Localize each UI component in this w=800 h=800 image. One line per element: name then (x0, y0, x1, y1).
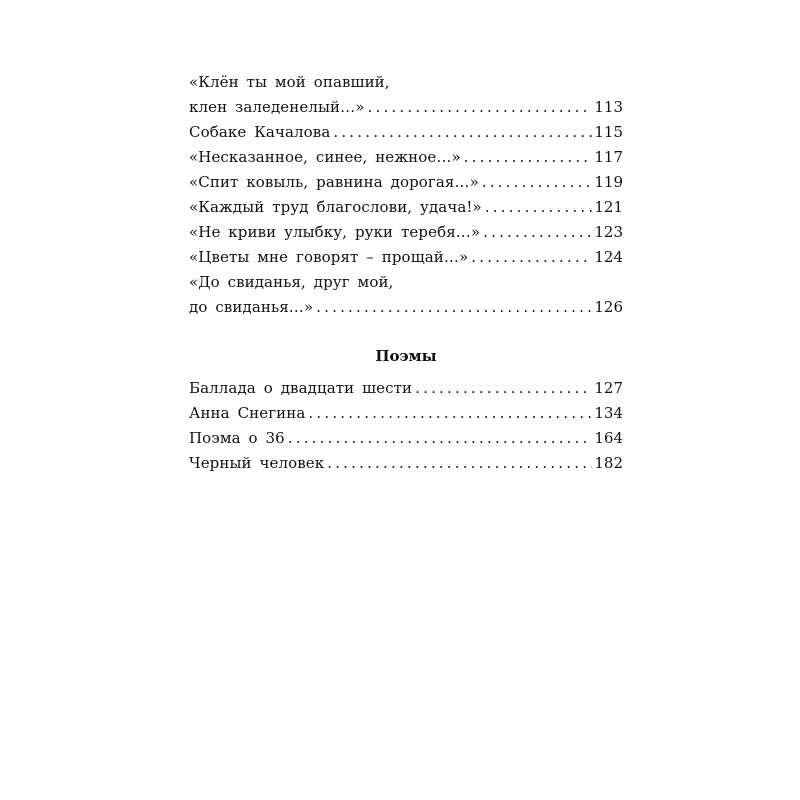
toc-entry-ne-krivi (189, 220, 623, 245)
toc-page-number: 121 (594, 198, 623, 216)
toc-entry-do-svidanya-line2 (189, 295, 623, 320)
toc-entry-title: «Каждый труд благослови, удача!» (189, 198, 482, 216)
dot-leader (482, 195, 593, 220)
toc-entry-kazhdy-trud (189, 195, 623, 220)
table-of-contents (189, 70, 623, 476)
toc-entry-spit-kovyl (189, 170, 623, 195)
toc-entry-title: Собаке Качалова (189, 123, 331, 141)
toc-page-number: 123 (594, 223, 623, 241)
toc-entry-title: «До свиданья, друг мой, (189, 273, 394, 291)
toc-entry-title: Баллада о двадцати шести (189, 379, 413, 397)
dot-leader (480, 220, 592, 245)
toc-entry-ballada (189, 376, 623, 401)
toc-entry-title: «Спит ковыль, равнина дорогая…» (189, 173, 479, 191)
toc-entry-cherny-chelovek (189, 451, 623, 476)
toc-entry-title: «Цветы мне говорят – прощай…» (189, 248, 469, 266)
toc-page-number: 115 (594, 123, 623, 141)
toc-entry-title: «Клён ты мой опавший, (189, 73, 390, 91)
toc-entry-title: до свиданья…» (189, 298, 314, 316)
toc-entry-klen-line1 (189, 70, 623, 95)
dot-leader (285, 426, 593, 451)
toc-page-number: 182 (594, 454, 623, 472)
toc-entry-sobake (189, 120, 623, 145)
toc-page-number: 126 (594, 298, 623, 316)
toc-entry-title: «Не криви улыбку, руки теребя…» (189, 223, 481, 241)
dot-leader (324, 451, 592, 476)
toc-entry-do-svidanya-line1 (189, 270, 623, 295)
dot-leader (412, 376, 592, 401)
toc-page-number: 127 (594, 379, 623, 397)
toc-entry-title: Черный человек (189, 454, 325, 472)
toc-entry-title: клен заледенелый…» (189, 98, 365, 116)
toc-entry-neskazannoe (189, 145, 623, 170)
dot-leader (313, 295, 592, 320)
toc-page-number: 119 (594, 173, 623, 191)
dot-leader (479, 170, 592, 195)
toc-entry-title: «Несказанное, синее, нежное…» (189, 148, 461, 166)
toc-entry-tsvety (189, 245, 623, 270)
toc-entry-anna-snegina (189, 401, 623, 426)
toc-entry-title: Поэма о 36 (189, 429, 285, 447)
toc-page-number: 117 (594, 148, 623, 166)
dot-leader (461, 145, 593, 170)
toc-entry-title: Анна Снегина (189, 404, 306, 422)
toc-page-number: 134 (594, 404, 623, 422)
dot-leader (330, 120, 592, 145)
toc-page-number: 124 (594, 248, 623, 266)
section-heading: Поэмы (375, 347, 437, 365)
dot-leader (468, 245, 592, 270)
dot-leader (305, 401, 592, 426)
toc-page-number: 164 (594, 429, 623, 447)
dot-leader (365, 95, 593, 120)
toc-entry-klen-line2 (189, 95, 623, 120)
toc-page-number: 113 (594, 98, 623, 116)
toc-entry-poema-36 (189, 426, 623, 451)
